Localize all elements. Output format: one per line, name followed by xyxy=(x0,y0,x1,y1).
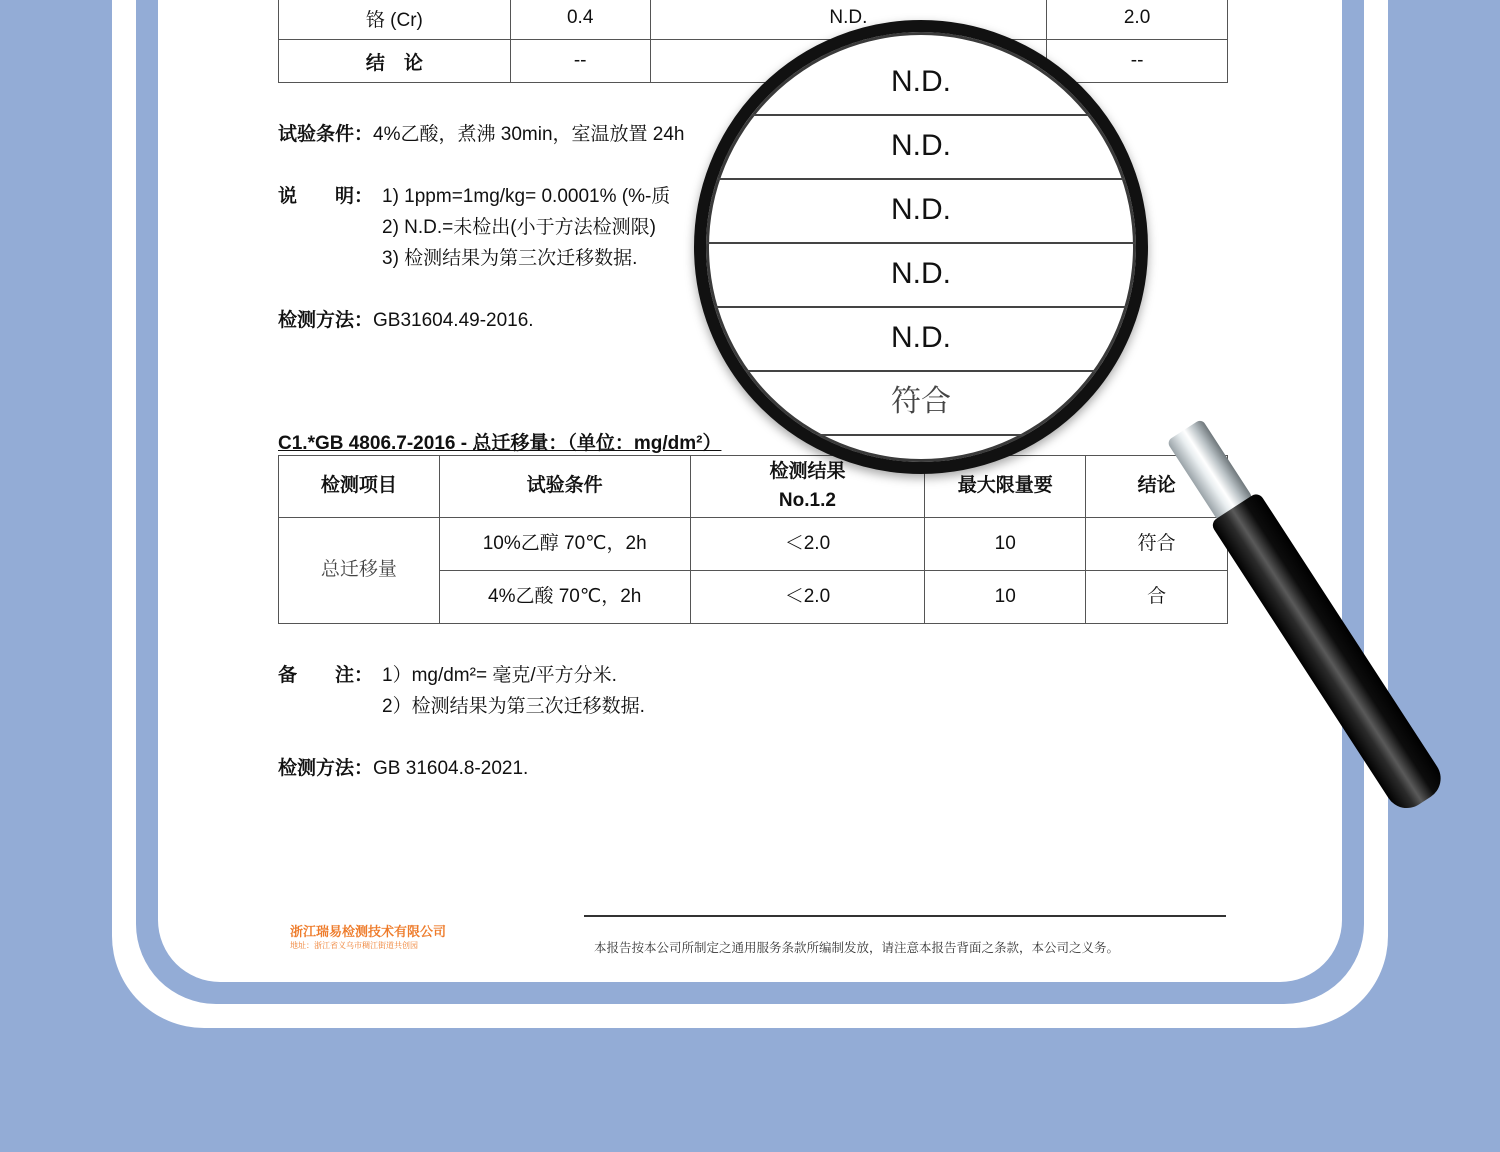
table-cell-limit: 10 xyxy=(925,571,1086,624)
test-method-1 xyxy=(278,305,534,332)
header-item: 检测项目 xyxy=(279,456,440,518)
table-cell-conclusion: 符合 xyxy=(1086,518,1228,571)
notes2-text1: 1）mg/dm²= 毫克/平方分米. xyxy=(382,665,617,686)
table-cell-result: ＜2.0 xyxy=(690,518,925,571)
lens-row: 符合 xyxy=(706,370,1136,436)
notes1-line3: 3) 检测结果为第三次迁移数据. xyxy=(382,248,638,269)
table-cell-item: 总迁移量 xyxy=(279,518,440,624)
lens-row: N.D. xyxy=(706,306,1136,372)
migration-table xyxy=(278,455,1228,624)
test-method-value: GB31604.49-2016. xyxy=(373,310,534,331)
test-method-label: 检测方法： xyxy=(278,310,374,331)
test-conditions xyxy=(278,119,685,146)
header-limit: 最大限量要 xyxy=(925,456,1086,518)
test-method-2 xyxy=(278,753,528,780)
footer-divider xyxy=(584,915,1226,917)
table-row xyxy=(279,0,1228,40)
table-cell-item: 结 论 xyxy=(279,40,511,83)
notes2-label: 备 注： xyxy=(278,665,374,686)
header-result-line1: 检测结果 xyxy=(769,461,846,482)
company-address: 地址：浙江省义乌市稠江街道共创园 xyxy=(290,941,418,950)
notes1-line1 xyxy=(278,181,670,208)
test-method-value: GB 31604.8-2021. xyxy=(373,758,529,779)
notes2-line1 xyxy=(278,660,617,687)
company-name: 浙江瑞易检测技术有限公司 xyxy=(290,924,447,939)
header-result-line2: No.1.2 xyxy=(778,489,836,511)
table-cell-condition: 10%乙醇 70℃，2h xyxy=(439,518,690,571)
header-condition: 试验条件 xyxy=(439,456,690,518)
table-cell-result: ＜2.0 xyxy=(690,571,925,624)
table-cell-value: -- xyxy=(510,40,650,83)
lens-row: N.D. xyxy=(706,242,1136,308)
table-cell-value: -- xyxy=(1047,40,1228,83)
table-cell-value: 0.4 xyxy=(510,0,650,40)
notes1-text1: 1) 1ppm=1mg/kg= 0.0001% (%-质 xyxy=(382,186,671,207)
notes2-line2: 2）检测结果为第三次迁移数据. xyxy=(382,696,645,717)
lens-row: N.D. xyxy=(706,114,1136,180)
lens-row: N.D. xyxy=(706,178,1136,244)
table-cell-limit: 10 xyxy=(925,518,1086,571)
test-conditions-label: 试验条件： xyxy=(278,124,374,145)
test-conditions-text: 4%乙酸，煮沸 30min，室温放置 24h xyxy=(373,124,685,145)
table-cell-value: N.D. xyxy=(650,0,1047,40)
section-title: C1.*GB 4806.7-2016 - 总迁移量：（单位：mg/dm²） xyxy=(278,433,722,454)
table-header-row xyxy=(279,456,1228,518)
test-method-label: 检测方法： xyxy=(278,758,374,779)
footer-disclaimer: 本报告按本公司所制定之通用服务条款所编制发放，请注意本报告背面之条款，本公司之义务。 xyxy=(594,940,1120,955)
notes1-line2: 2) N.D.=未检出(小于方法检测限) xyxy=(382,217,656,238)
notes1-label: 说 明： xyxy=(278,186,374,207)
table-row xyxy=(279,518,1228,571)
table-cell-condition: 4%乙酸 70℃，2h xyxy=(439,571,690,624)
table-cell-value: 2.0 xyxy=(1047,0,1228,40)
lens-row: N.D. xyxy=(706,50,1136,116)
magnifier-lens xyxy=(694,20,1148,474)
table-cell-item: 铬 (Cr) xyxy=(279,0,511,40)
table-cell-conclusion: 合 xyxy=(1086,571,1228,624)
header-conclusion: 结论 xyxy=(1086,456,1228,518)
